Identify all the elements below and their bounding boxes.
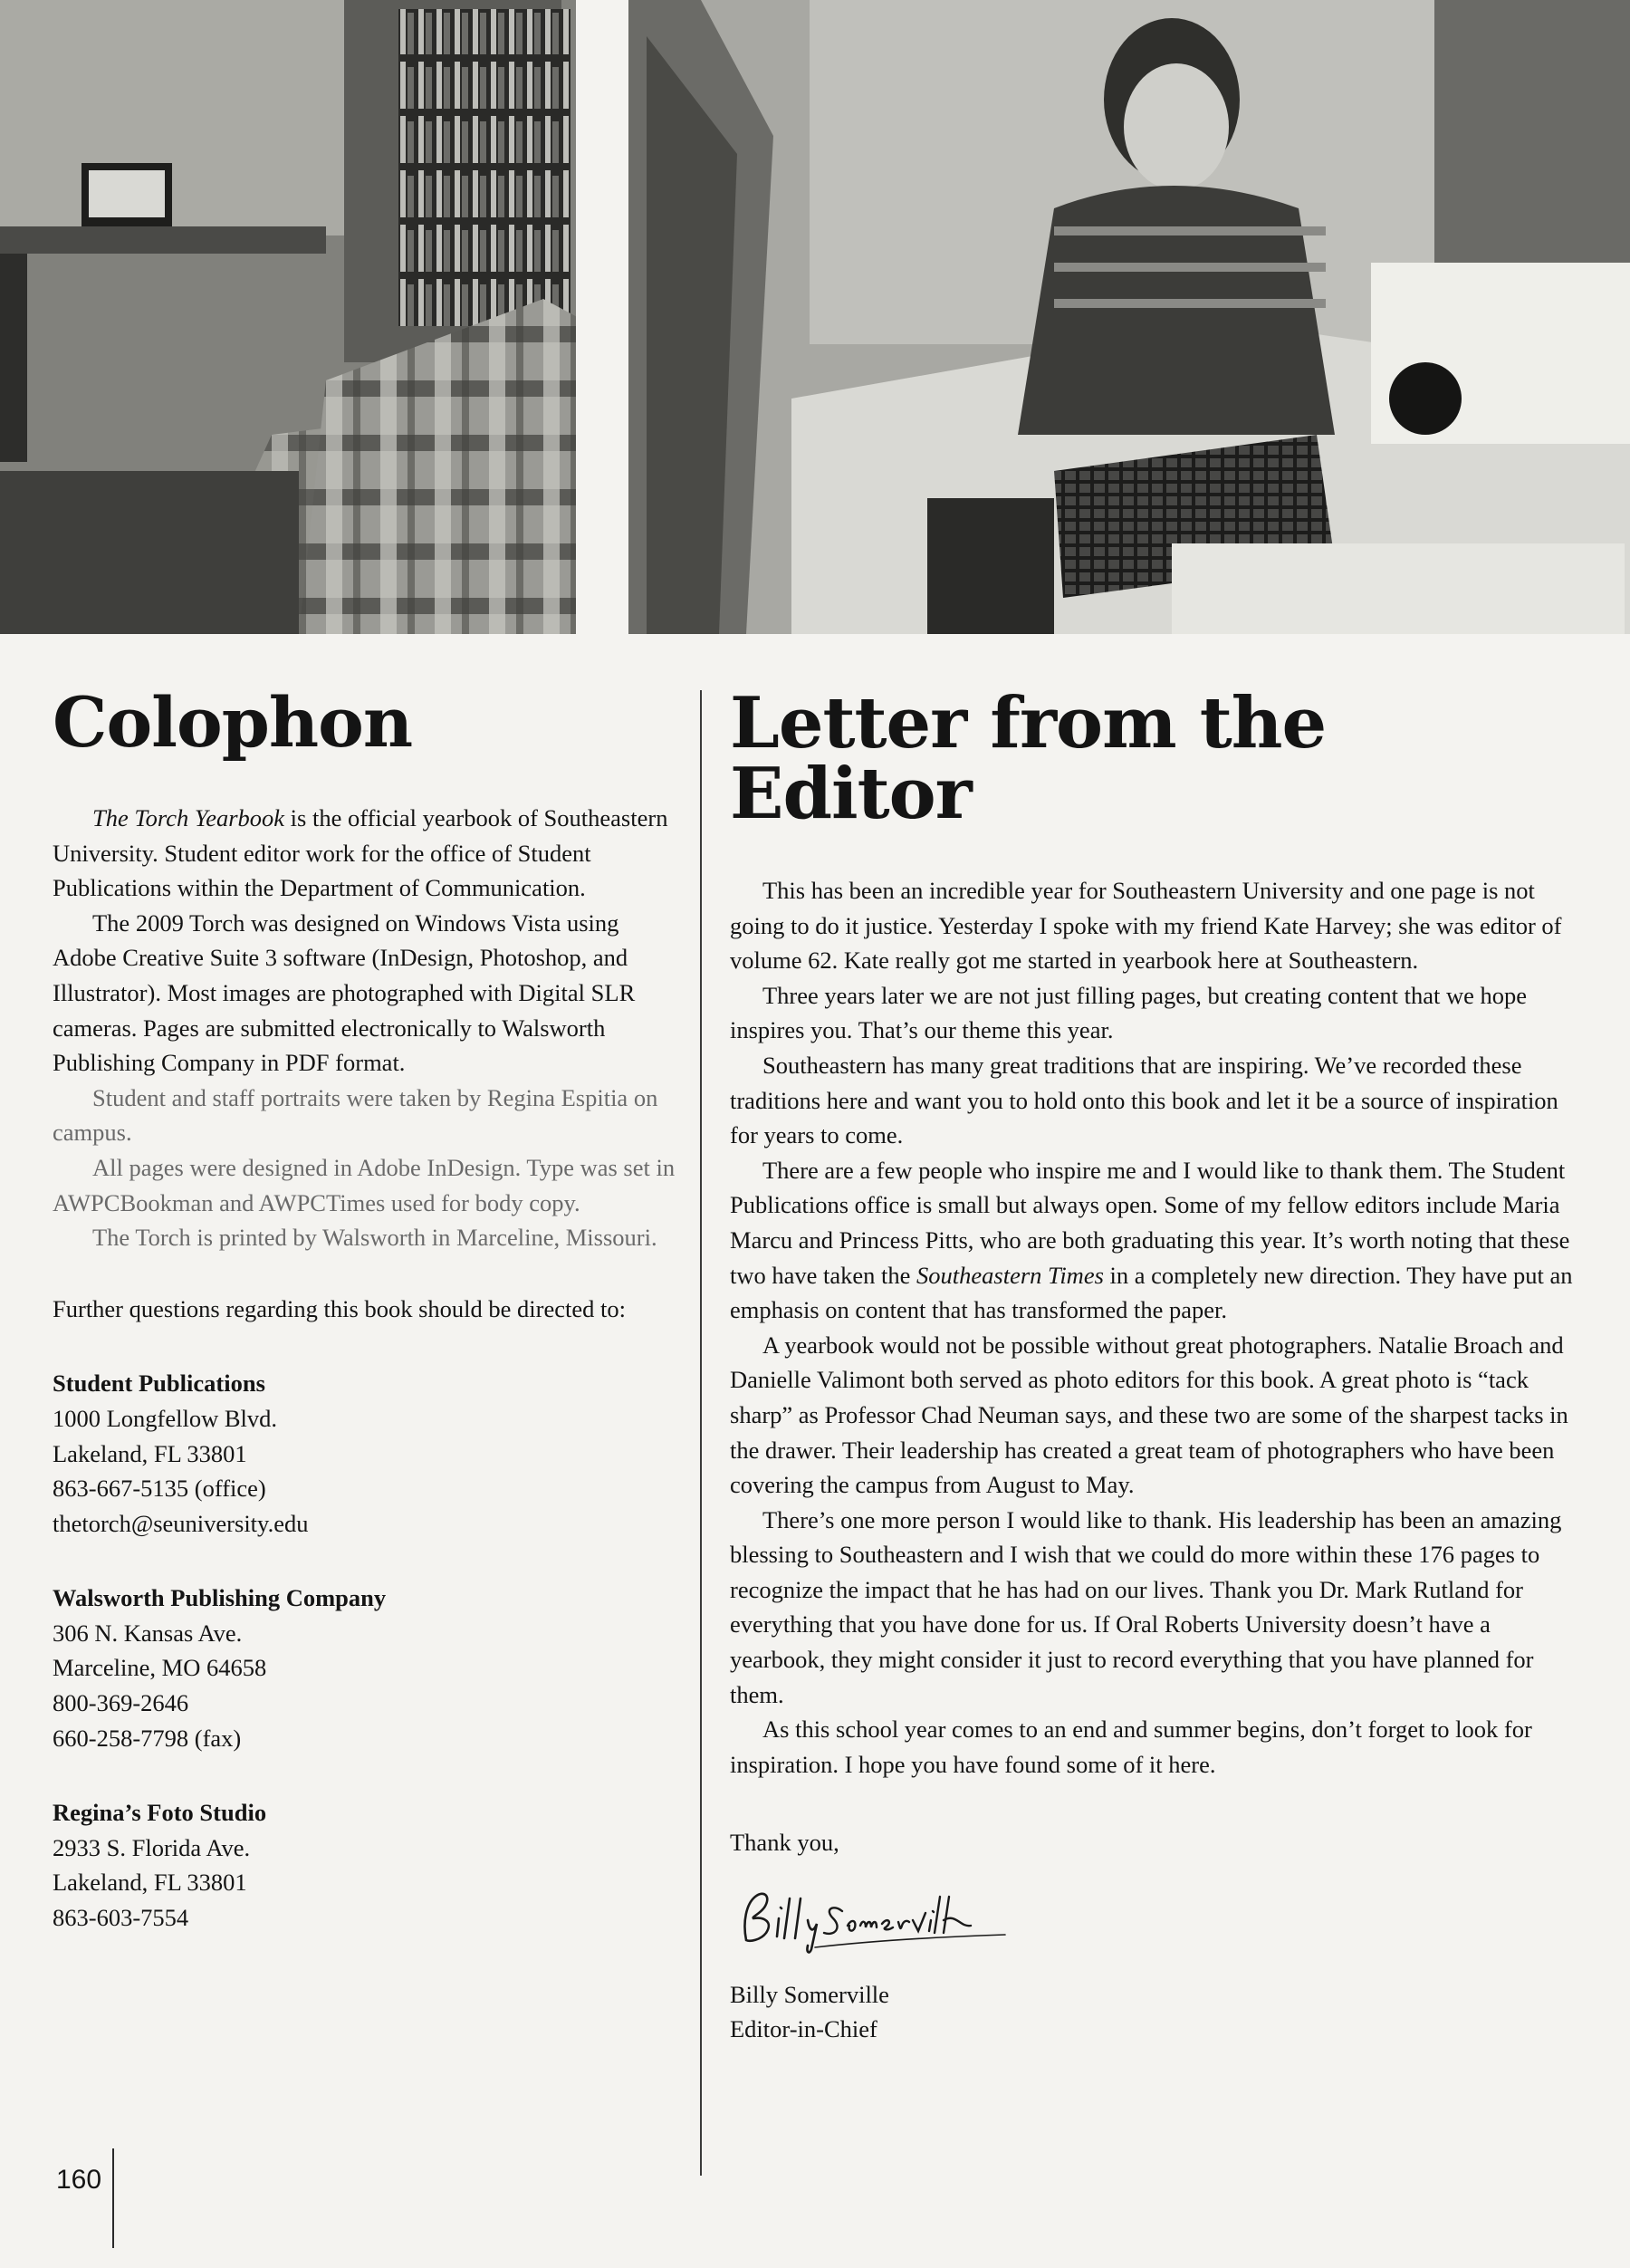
page-number: 160 <box>56 2165 102 2195</box>
letter-paragraph: There’s one more person I would like to thank. His leadership has been an amazing blessing to Southeastern and I wish that we could do more within these 176 pages to recognize the impact that he has had on our lives. Thank you Dr. Mark Rutland for everything that you have done for us. If Oral Roberts University doesn’t have a yearbook, they might consider it just to record everything that you have planned for them. <box>730 1505 1562 1708</box>
contact-line: 800-369-2646 <box>53 1689 189 1717</box>
contact-line: 863-603-7554 <box>53 1904 189 1932</box>
letter-title: Letter from the Editor <box>730 682 1327 835</box>
colophon-paragraph: The 2009 Torch was designed on Windows Vista using Adobe Creative Suite 3 software (InDesign, Photoshop, and Illustrator). Most images are photographed with Digital SLR cameras. Pages are submitted electronically to Walsworth Publishing Company in PDF format. <box>53 908 636 1077</box>
letter-paragraph: As this school year comes to an end and summer begins, don’t forget to look for inspiration. I hope you have found some of it here. <box>730 1715 1532 1778</box>
closing: Thank you, <box>730 1829 839 1857</box>
further-questions: Further questions regarding this book should be directed to: <box>53 1294 626 1322</box>
contact-line: 660-258-7798 (fax) <box>53 1724 242 1752</box>
contact-student-publications <box>53 1366 677 1541</box>
contact-line: 1000 Longfellow Blvd. <box>53 1404 278 1432</box>
colophon-title: Colophon <box>53 682 413 763</box>
office-photo <box>0 0 594 634</box>
yearbook-name: The Torch Yearbook <box>92 804 285 831</box>
contact-line: 2933 S. Florida Ave. <box>53 1833 251 1861</box>
letter-column <box>730 682 1581 2047</box>
contact-name: Walsworth Publishing Company <box>53 1584 387 1612</box>
signer-title: Editor-in-Chief <box>730 2015 877 2043</box>
editor-photo <box>628 0 1630 634</box>
contact-name: Student Publications <box>53 1369 265 1398</box>
colophon-paragraph: All pages were designed in Adobe InDesign. Type was set in AWPCBookman and AWPCTimes used for body copy. <box>53 1153 676 1216</box>
signature-graphic <box>734 1877 1032 1958</box>
letter-paragraph: A yearbook would not be possible without great photographers. Natalie Broach and Danielle Valimont both served as photo editors for this book. A great photo is “tack sharp” as Professor Chad Neuman says, and these two are some of the sharpest tacks in the drawer. Their leadership has created a great team of photographers who have been covering the campus from August to May. <box>730 1331 1568 1499</box>
letter-paragraph: There are a few people who inspire me and I would like to thank them. The Student Publications office is small but always open. Some of my fellow editors include Maria Marcu and Princess Pitts, who are both graduating this year. It’s worth noting that these two have taken the Southeastern Times in a completely new direction. They have put an emphasis on content that has transformed the paper. <box>730 1156 1573 1324</box>
contact-walsworth <box>53 1581 677 1755</box>
signoff <box>730 1825 1581 2046</box>
letter-paragraph: This has been an incredible year for Southeastern University and one page is not going to do it justice. Yesterday I spoke with my friend Kate Harvey; she was editor of volume 62. Kate really got me started in yearbook here at Southeastern. <box>730 877 1562 975</box>
column-divider <box>700 690 702 2176</box>
signer-name: Billy Somerville <box>730 1980 889 2008</box>
colophon-paragraph: The Torch Yearbook is the official yearbook of Southeastern University. Student editor work for the office of Student Publications within the Department of Communication. <box>53 804 668 902</box>
contact-regina-foto <box>53 1795 677 1935</box>
colophon-paragraph: The Torch is printed by Walsworth in Marceline, Missouri. <box>92 1224 657 1252</box>
contact-line: Lakeland, FL 33801 <box>53 1869 247 1897</box>
contact-line: 306 N. Kansas Ave. <box>53 1619 243 1647</box>
contact-email: thetorch@seuniversity.edu <box>53 1509 309 1537</box>
contact-line: Lakeland, FL 33801 <box>53 1439 247 1467</box>
office-photo-image <box>0 0 594 634</box>
editor-photo-image <box>628 0 1630 634</box>
contact-line: Marceline, MO 64658 <box>53 1654 267 1682</box>
letter-paragraph: Southeastern has many great traditions that are inspiring. We’ve recorded these traditions here and want you to hold onto this book and let it be a source of inspiration for years to come. <box>730 1051 1558 1149</box>
page-number-rule <box>112 2148 114 2248</box>
letter-paragraph: Three years later we are not just filling pages, but creating content that we hope inspires you. That’s our theme this year. <box>730 981 1528 1044</box>
contact-name: Regina’s Foto Studio <box>53 1799 267 1827</box>
contact-line: 863-667-5135 (office) <box>53 1475 266 1503</box>
newspaper-name: Southeastern Times <box>916 1261 1104 1289</box>
colophon-paragraph: Student and staff portraits were taken by Regina Espitia on campus. <box>53 1083 658 1147</box>
colophon-column <box>53 682 677 1936</box>
